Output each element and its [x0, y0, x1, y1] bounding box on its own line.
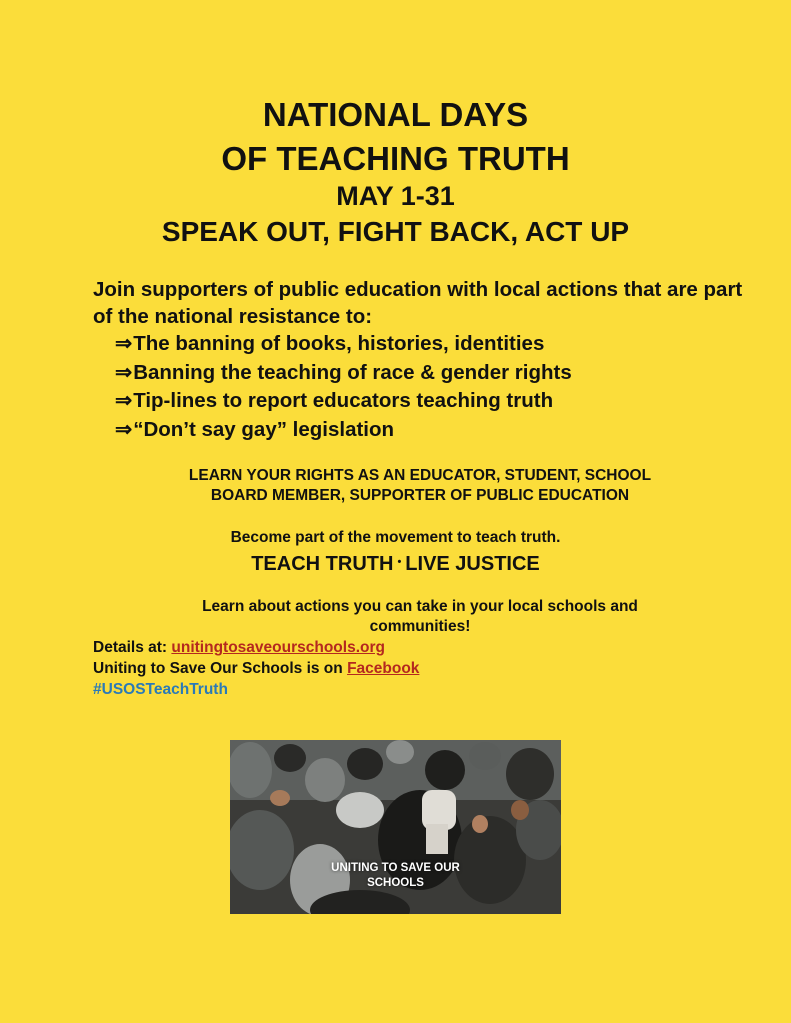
details-label: Details at:: [93, 639, 172, 656]
list-item: [115, 416, 755, 445]
learn-line-1: Learn about actions you can take in your local schools and: [202, 598, 638, 615]
teach-truth-slogan: [0, 549, 791, 577]
arrow-icon: ⇒: [115, 360, 133, 384]
intro-text: Join supporters of public education with local actions that are part of the national resistance to:: [93, 278, 743, 328]
details-line: [93, 638, 385, 658]
rights-notice: [130, 466, 710, 506]
facebook-link[interactable]: Facebook: [347, 660, 420, 677]
list-item-text: The banning of books, histories, identities: [133, 332, 545, 355]
photo-caption: [230, 861, 561, 891]
photo-caption-line-2: SCHOOLS: [367, 877, 424, 889]
list-item-text: Banning the teaching of race & gender rights: [133, 360, 572, 384]
resistance-list: [115, 330, 755, 444]
list-item-text: Tip-lines to report educators teaching truth: [133, 389, 554, 412]
arrow-icon: ⇒: [115, 389, 133, 412]
photo-caption-line-1: UNITING TO SAVE OUR: [331, 862, 460, 874]
list-item: [115, 387, 755, 416]
teach-truth-text: TEACH TRUTH: [251, 553, 394, 575]
separator-dot-icon: •: [397, 556, 402, 568]
title-line-1: NATIONAL DAYS: [262, 96, 529, 133]
list-item: [115, 359, 755, 388]
list-item: [115, 330, 755, 359]
title-line-2: OF TEACHING TRUTH: [221, 140, 570, 177]
learn-line-2: communities!: [369, 618, 471, 635]
live-justice-text: LIVE JUSTICE: [405, 553, 540, 575]
list-item-text: “Don’t say gay” legislation: [133, 417, 395, 441]
protest-photo: [230, 740, 561, 914]
facebook-line: [93, 659, 419, 679]
arrow-icon: ⇒: [115, 417, 133, 441]
learn-actions: [130, 597, 710, 637]
hashtag: #USOSTeachTruth: [93, 681, 228, 698]
facebook-prefix: Uniting to Save Our Schools is on: [93, 660, 348, 677]
slogan: SPEAK OUT, FIGHT BACK, ACT UP: [161, 216, 630, 247]
website-link[interactable]: unitingtosaveourschools.org: [171, 639, 385, 656]
arrow-icon: ⇒: [115, 332, 133, 355]
event-dates: MAY 1-31: [336, 181, 455, 211]
rights-line-2: BOARD MEMBER, SUPPORTER OF PUBLIC EDUCATION: [210, 487, 630, 504]
movement-invite: Become part of the movement to teach truth.: [230, 529, 561, 546]
rights-line-1: LEARN YOUR RIGHTS AS AN EDUCATOR, STUDENT, SCHOOL: [188, 467, 652, 484]
